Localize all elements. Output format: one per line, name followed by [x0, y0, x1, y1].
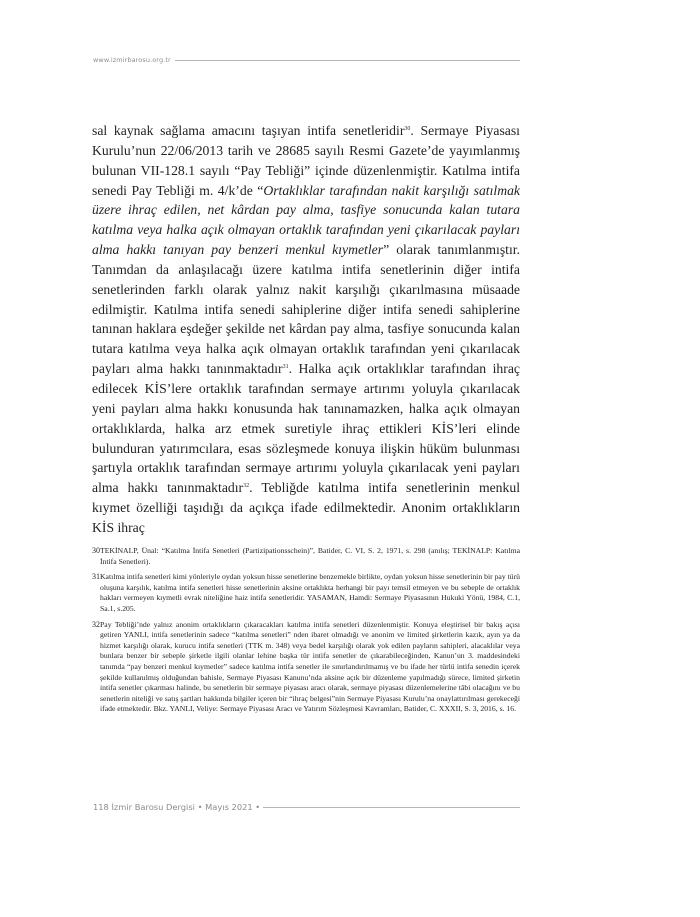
website-url: www.izmirbarosu.org.tr [93, 56, 171, 64]
footnote-ref-32: 32 [243, 483, 250, 490]
footnotes [92, 546, 520, 720]
text-segment: sal kaynak sağlama amacını taşıyan intifa senetleridir [92, 123, 405, 138]
main-text [92, 121, 520, 538]
text-segment: ” olarak tanımlanmıştır. Tanımdan da anlaşılacağı üzere katılma intifa senetlerinin diğer intifa senetlerinden farklı olarak yalnız nakit karşılığı çıkarılmasına müsaade edilmiştir. Katılma intifa senedi sahiplerine diğer intifa senedi sahiplerine tanınan haklara eşdeğer şekilde net kârdan pay alma, tasfiye sonucunda kalan tutara katılma veya halka açık olmayan ortaklık tarafından yeni çıkarılacak payları alma hakkı tanınmaktadır [92, 242, 520, 377]
main-paragraph [92, 121, 520, 538]
page-footer [93, 800, 520, 814]
footnote-number: 30 [92, 546, 100, 555]
footer-rule [263, 807, 520, 808]
footnote-text: TEKİNALP, Ünal: “Katılma İntifa Senetleri (Partizipationsschein)”, Batider, C. VI, S. 2, 1971, s. 298 (anılış; TEKİNALP: Katılma İntifa Senetleri). [100, 546, 520, 566]
page-header [93, 53, 520, 67]
footnote-number: 32 [92, 619, 100, 629]
footnote-31 [92, 572, 520, 614]
header-rule [175, 60, 520, 61]
text-segment: . Halka açık ortaklıklar tarafından ihraç edilecek KİS’lere ortaklık tarafından sermaye artırımı yoluyla çıkarılacak yeni payları alma hakkı konusunda hak tanınamazken, halka açık olmayan ortaklıklarda, halka arz etmek suretiyle ihraç ettikleri KİS’leri elinde bulunduran yatırımcılara, esas sözleşmede konuya ilişkin hüküm bulunması şartıyla ortaklık tarafından sermaye artırımı yoluyla çıkarılacak yeni payları alma hakkı tanınmaktadır [92, 361, 520, 496]
definition-quote: Ortaklıklar tarafından nakit karşılığı satılmak üzere ihraç edilen, net kârdan pay alma, tasfiye sonucunda kalan tutara katılma veya halka açık olmayan ortaklık tarafından yeni çıkarılacak payları alma hakkı tanıyan pay benzeri menkul kıymetler [92, 182, 521, 258]
footnote-32 [92, 620, 520, 715]
footnote-text: Pay Tebliği’nde yalnız anonim ortaklıkların çıkaracakları katılma intifa senetleri düzenlenmiştir. Konuya eleştirisel bir bakış açısı getiren YANLI, intifa senetlerinin sadece “katılma senetleri” nden ibaret olmadığı ve anonim ve limited şirketlerin kazık, ayın ya da hizmet karşılığı olarak, kurucu intifa senetleri (TTK m. 348) veya bedel karşılığı olarak yok edilen payların sahipleri, alacaklılar veya bunlara benzer bir sebeple şirketle ilgili olanlar lehine başka tür intifa senetler de çıkarabileceğinden, Kanun’un 3. maddesindeki tanımda “pay benzeri menkul kıymetler” sadece katılma intifa senetler ile sınırlandırılmamış ve bu ifade her türlü intifa senedin içerek şekilde kullanılmış olduğundan bahisle, Sermaye Piyasası Kanunu’nda aksine açık bir düzenleme yapılmadığı sürece, limited şirketin intifa senetler çıkarması halinde, bu senetlerin bir sermaye piyasası aracı olarak, sermaye piyasası düzenlemelerine tâbi olacağını ve bu senetlerin niteliği ve satış şartları hakkında bilgiler içeren bir “ihraç belgesi”nin Sermaye Piyasası Kurulu’na onaylattırılması gerekeceği ifade etmektedir. Bkz. YANLI, Veliye: Sermaye Piyasası Aracı ve Yatırım Sözleşmesi Kavramları, Batider, C. XXXII, S. 3, 2016, s. 16. [100, 619, 520, 714]
text-segment: . Tebliğde katılma intifa senetlerinin menkul kıymet özelliği taşıdığı da açıkça ifade edilmektedir. Anonim ortaklıkların KİS ihraç [92, 480, 520, 535]
text-segment: . Sermaye Piyasası Kurulu’nun 22/06/2013 tarih ve 28685 sayılı Resmi Gazete’de yayımlanmış bulunan VII-128.1 sayılı “Pay Tebliği” içinde düzenlenmiştir. Katılma intifa senedi Pay Tebliği m. 4/k’de “ [92, 123, 520, 198]
footnote-ref-31: 31 [282, 364, 289, 371]
footnote-text: Katılma intifa senetleri kimi yönleriyle oydan yoksun hisse senetlerine benzemekle birlikte, oydan yoksun hisse senetlerinin bir pay türü oluşuna karşılık, katılma intifa senetleri hisse senetlerinin aksine ortaklıkta herhangi bir payı temsil etmeyen ve bu sebeple de ortaklık hakları vermeyen kıymetli evrak niteliğine haiz intifa senetleridir. YASAMAN, Hamdi: Sermaye Piyasasının Hukuki Yönü, 1984, C.1, Sa.1, s.205. [100, 572, 520, 613]
footnote-30 [92, 546, 520, 567]
footnote-ref-30: 30 [404, 126, 411, 132]
footnote-number: 31 [92, 572, 100, 582]
page-folio: 118 İzmir Barosu Dergisi • Mayıs 2021 • [93, 802, 261, 812]
